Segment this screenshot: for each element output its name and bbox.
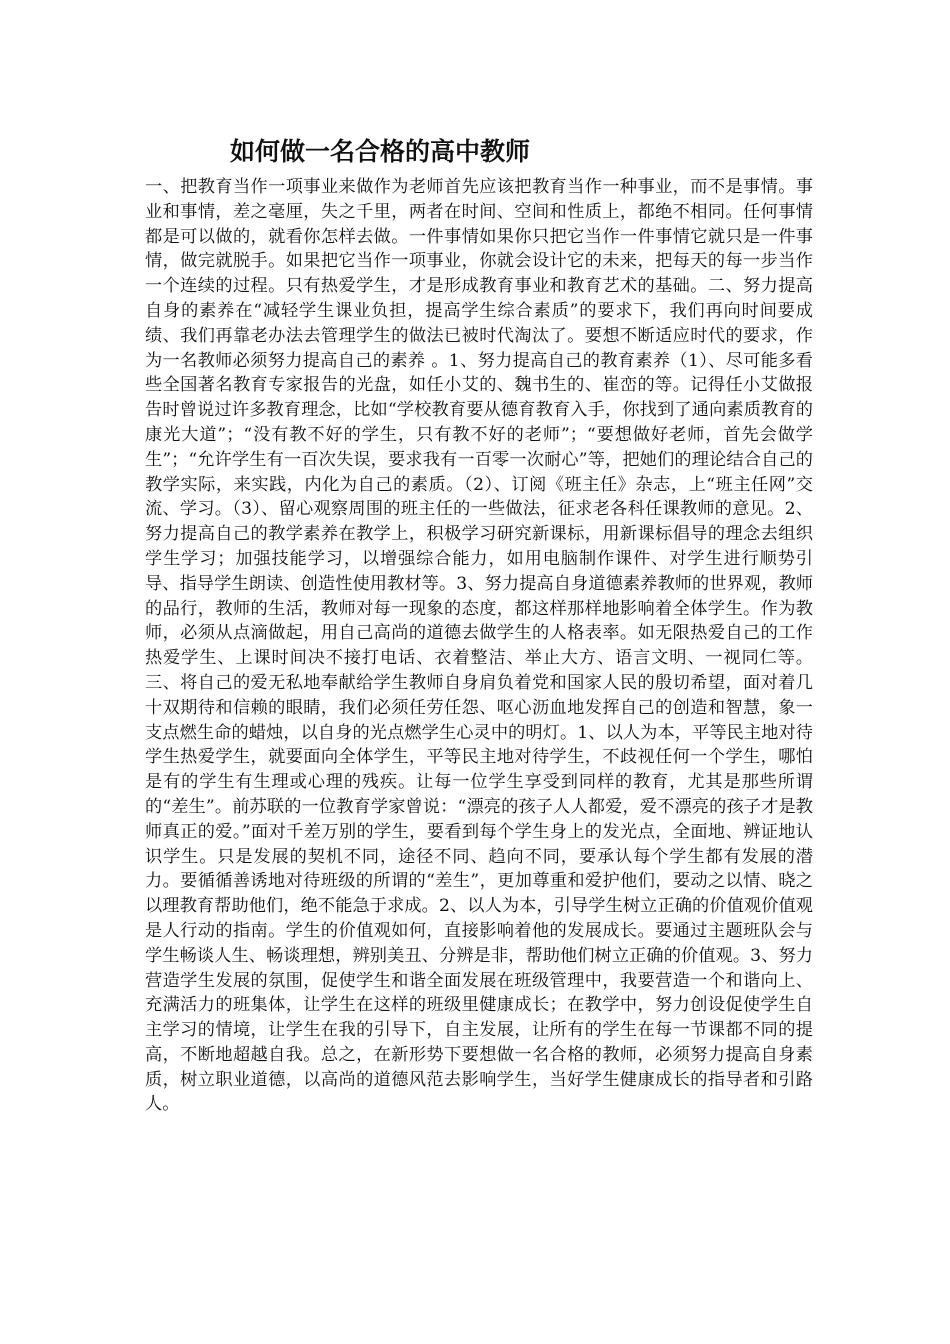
document-title: 如何做一名合格的高中教师 [230, 137, 531, 166]
document-body-text: 一、把教育当作一项事业来做作为老师首先应该把教育当作一种事业，而不是事情。事业和事情，差之毫厘，失之千里，两者在时间、空间和性质上，都绝不相同。任何事情都是可以做的，就看你怎样去做。一件事情如果你只把它当作一件事情它就只是一件事情，做完就脱手。如果把它当作一项事业，你就会设计它的未来，把每天的每一步当作一个连续的过程。只有热爱学生，才是形成教育事业和教育艺术的基础。二、努力提高自身的素养在“减轻学生课业负担，提高学生综合素质”的要求下，我们再向时间要成绩、我们再靠老办法去管理学生的做法已被时代淘汰了。要想不断适应时代的要求，作为一名教师必须努力提高自己的素养 。1、努力提高自己的教育素养（1）、尽可能多看些全国著名教育专家报告的光盘，如任小艾的、魏书生的、崔峦的等。记得任小艾做报告时曾说过许多教育理念，比如“学校教育要从德育教育入手，你找到了通向素质教育的康光大道”；“没有教不好的学生，只有教不好的老师”；“要想做好老师，首先会做学生”；“允许学生有一百次失误，要求我有一百零一次耐心”等，把她们的理论结合自己的教学实际，来实践，内化为自己的素质。（2）、订阅《班主任》杂志，上“班主任网”交流、学习。（3）、留心观察周围的班主任的一些做法，征求老各科任课教师的意见。2、努力提高自己的教学素养在教学上，积极学习研究新课标，用新课标倡导的理念去组织学生学习；加强技能学习，以增强综合能力，如用电脑制作课件、对学生进行顺势引导、指导学生朗读、创造性使用教材等。3、努力提高自身道德素养教师的世界观，教师的品行，教师的生活，教师对每一现象的态度，都这样那样地影响着全体学生。作为教师，必须从点滴做起，用自己高尚的道德去做学生的人格表率。如无限热爱自己的工作热爱学生、上课时间决不接打电话、衣着整洁、举止大方、语言文明、一视同仁等。三、将自己的爱无私地奉献给学生教师自身肩负着党和国家人民的殷切希望，面对着几十双期待和信赖的眼睛，我们必须任劳任怨、呕心沥血地发挥自己的创造和智慧，象一支点燃生命的蜡烛，以自身的光点燃学生心灵中的明灯。1、以人为本，平等民主地对待学生热爱学生，就要面向全体学生，平等民主地对待学生，不歧视任何一个学生，哪怕是有的学生有生理或心理的残疾。让每一位学生享受到同样的教育，尤其是那些所谓的“差生”。前苏联的一位教育学家曾说：“漂亮的孩子人人都爱，爱不漂亮的孩子才是教师真正的爱。”面对千差万别的学生，要看到每个学生身上的发光点，全面地、辨证地认识学生。只是发展的契机不同，途径不同、趋向不同，要承认每个学生都有发展的潜力。要循循善诱地对待班级的所谓的“差生”，更加尊重和爱护他们，要动之以情、晓之以理教育帮助他们，绝不能急于求成。2、以人为本，引导学生树立正确的价值观价值观是人行动的指南。学生的价值观如何，直接影响着他的发展成长。要通过主题班队会与学生畅谈人生、畅谈理想，辨别美丑、分辨是非，帮助他们树立正确的价值观。3、努力营造学生发展的氛围，促使学生和谐全面发展在班级管理中，我要营造一个和谐向上、充满活力的班集体，让学生在这样的班级里健康成长；在教学中，努力创设促使学生自主学习的情境，让学生在我的引导下，自主发展，让所有的学生在每一节课都不同的提高，不断地超越自我。总之，在新形势下要想做一名合格的教师，必须努力提高自身素质，树立职业道德，以高尚的道德风范去影响学生，当好学生健康成长的指导者和引路人。 [145, 177, 813, 1115]
